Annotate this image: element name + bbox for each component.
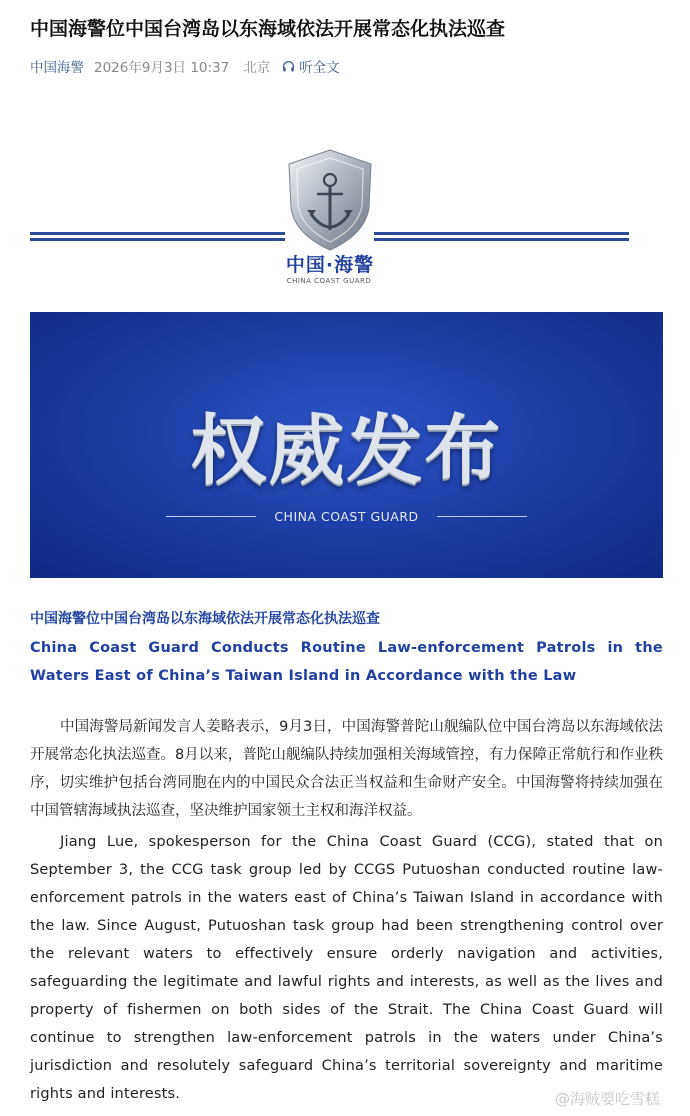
banner-subtitle	[30, 509, 663, 524]
listen-button[interactable]	[282, 56, 340, 76]
coast-guard-logo	[30, 140, 662, 290]
publish-date: 2026年9月3日 10:37	[94, 60, 230, 76]
watermark: @海贼要吃雪糕	[554, 1090, 660, 1108]
source-link[interactable]: 中国海警	[30, 60, 84, 76]
logo-chinese-name: 中国·海警	[285, 254, 375, 276]
english-heading: China Coast Guard Conducts Routine Law-enforcement Patrols in the Waters East of China’s Taiwan Island in Accordance with the Law	[30, 640, 663, 684]
headphones-icon	[282, 60, 295, 73]
logo-stripes-right	[374, 232, 629, 244]
anchor-shield-icon	[285, 148, 375, 252]
english-paragraph: Jiang Lue, spokesperson for the China Coast Guard (CCG), stated that on September 3, the CCG task group led by CCGS Putuoshan conducted routine law-enforcement patrols in the waters east of China’s Taiwan Island in accordance with the law. Since August, Putuoshan task group had been strengthening control over the relevant waters to effectively ensure orderly navigation and activities, safeguarding the legitimate and lawful rights and interests, as well as the lives and property of fishermen on both sides of the Strait. The China Coast Guard will continue to strengthen law-enforcement patrols in the waters under China’s jurisdiction and resolutely safeguard China’s territorial sovereignty and maritime rights and interests.	[30, 834, 663, 1102]
logo-english-name: CHINA COAST GUARD	[286, 277, 372, 285]
banner-divider-right	[437, 516, 527, 517]
banner-divider-left	[166, 516, 256, 517]
banner-title: 权威发布	[190, 406, 503, 495]
chinese-paragraph: 中国海警局新闻发言人姜略表示，9月3日，中国海警普陀山舰编队位中国台湾岛以东海域依法开展常态化执法巡查。8月以来，普陀山舰编队持续加强相关海域管控，有力保障正常航行和作业秩序，切实维护包括台湾同胞在内的中国民众合法正当权益和生命财产安全。中国海警将持续加强在中国管辖海域执法巡查，坚决维护国家领土主权和海洋权益。	[30, 719, 663, 819]
authority-release-banner	[30, 312, 663, 578]
article-title: 中国海警位中国台湾岛以东海域依法开展常态化执法巡查	[30, 18, 506, 40]
article-meta	[30, 56, 340, 76]
logo-stripes-left	[30, 232, 285, 244]
publish-location: 北京	[243, 60, 271, 76]
chinese-heading: 中国海警位中国台湾岛以东海域依法开展常态化执法巡查	[30, 611, 380, 627]
listen-label: 听全文	[299, 60, 340, 76]
banner-subtitle-text: CHINA COAST GUARD	[274, 509, 419, 524]
